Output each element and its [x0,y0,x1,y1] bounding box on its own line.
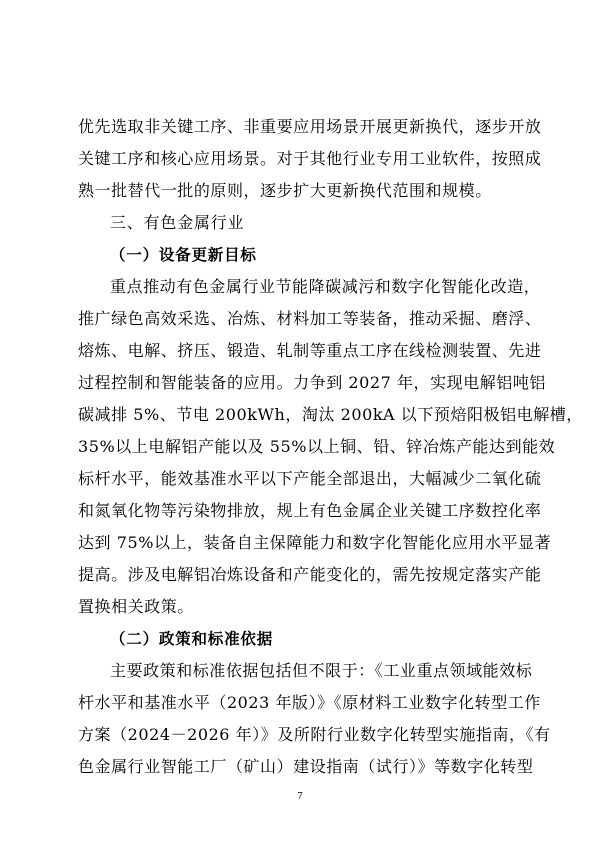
body-text-line: 推广绿色高效采选、冶炼、材料加工等装备，推动采掘、磨浮、 [78,309,542,328]
page-number: 7 [297,790,303,802]
body-text-line: 方案（2024－2026 年）》及所附行业数字化转型实施指南，《有 [78,725,551,744]
body-text-line: 熟一批替代一批的原则，逐步扩大更新换代范围和规模。 [78,181,492,200]
body-text-line: 达到 75%以上，装备自主保障能力和数字化智能化应用水平显著 [78,533,552,552]
body-text-line: 置换相关政策。 [78,597,194,616]
section-heading: 三、有色金属行业 [110,213,245,232]
body-text-line: 和氮氧化物等污染物排放，规上有色金属企业关键工序数控化率 [78,501,542,520]
body-text-line: 关键工序和核心应用场景。对于其他行业专用工业软件，按照成 [78,149,542,168]
body-text-line: 35%以上电解铝产能以及 55%以上铜、铅、锌冶炼产能达到能效 [78,437,556,456]
body-text-line: 过程控制和智能装备的应用。力争到 2027 年，实现电解铝吨铝 [78,373,546,392]
body-text-line: 优先选取非关键工序、非重要应用场景开展更新换代，逐步开放 [78,117,542,136]
body-text-line: 碳减排 5%、节电 200kWh，淘汰 200kA 以下预焙阳极铝电解槽， [78,405,583,424]
body-text-line: 重点推动有色金属行业节能降碳减污和数字化智能化改造， [110,277,541,296]
body-text-line: 杆水平和基准水平（2023 年版）》《原材料工业数字化转型工作 [78,693,541,712]
subsection-heading-goals: （一）设备更新目标 [110,246,257,264]
body-text-line: 主要政策和标准依据包括但不限于：《工业重点领域能效标 [110,661,533,680]
body-text-line: 提高。涉及电解铝冶炼设备和产能变化的，需先按规定落实产能 [78,565,542,584]
body-text-line: 色金属行业智能工厂（矿山）建设指南（试行）》等数字化转型 [78,757,534,776]
subsection-heading-policy: （二）政策和标准依据 [110,630,274,648]
body-text-line: 标杆水平，能效基准水平以下产能全部退出，大幅减少二氧化硫 [78,469,542,488]
body-text-line: 熔炼、电解、挤压、锻造、轧制等重点工序在线检测装置、先进 [78,341,542,360]
